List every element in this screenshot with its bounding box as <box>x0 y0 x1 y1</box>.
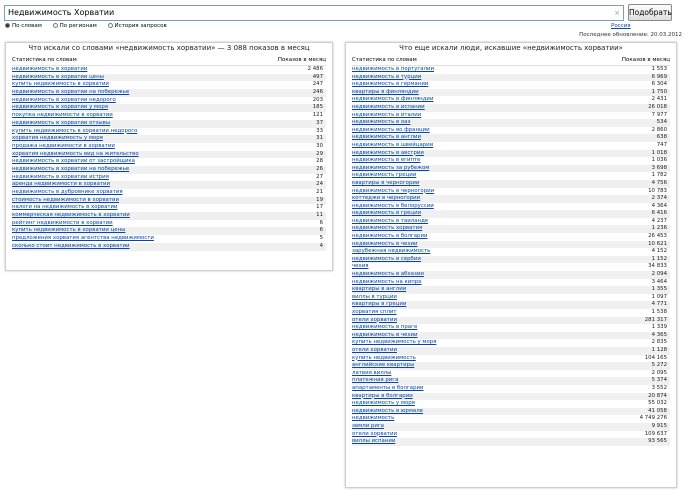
query-link[interactable]: квартиры в болгарии <box>352 392 413 399</box>
shows-count: 34 833 <box>648 263 667 270</box>
radio-selected-icon <box>5 23 10 28</box>
table-row <box>352 301 670 309</box>
query-link[interactable]: недвижимость в финляндии <box>352 96 434 103</box>
radio-by-regions[interactable]: По регионам <box>53 23 97 29</box>
query-link[interactable]: недвижимость в австрии <box>352 149 424 156</box>
query-link[interactable]: квартиры в черногории <box>352 179 420 186</box>
column-header-words: Статистика по словам <box>12 57 77 63</box>
query-link[interactable]: аренда недвижимости в хорватии <box>12 181 111 188</box>
query-link[interactable]: недвижимость в португалии <box>352 66 435 72</box>
shows-count: 2 835 <box>651 339 667 346</box>
query-link[interactable]: апартаменты в болгарии <box>352 384 424 391</box>
table-row <box>12 174 326 182</box>
query-link[interactable]: квартиры в финляндии <box>352 88 419 95</box>
query-link[interactable]: виллы в турции <box>352 293 397 300</box>
table-row <box>352 210 670 218</box>
table-row <box>352 400 670 408</box>
table-row <box>352 225 670 233</box>
table-row <box>352 119 670 127</box>
shows-count: 30 <box>316 142 323 149</box>
query-link[interactable]: продажа недвижимости в хорватии <box>12 142 115 149</box>
query-link[interactable]: недвижимость в черногории <box>352 187 435 194</box>
query-link[interactable]: недвижимость в абхазии <box>352 271 424 278</box>
table-row <box>352 423 670 431</box>
table-row <box>352 347 670 355</box>
query-link[interactable]: недвижимость в праге <box>352 324 418 331</box>
query-link[interactable]: стоимость недвижимости в хорватии <box>12 196 119 203</box>
query-link[interactable]: недвижимость в чехии <box>352 331 418 338</box>
query-link[interactable]: недвижимость в хорватии истрия <box>12 173 109 180</box>
search-input[interactable] <box>4 5 624 21</box>
search-mode-options <box>5 23 176 30</box>
shows-count: 4 <box>319 242 323 249</box>
table-row <box>12 143 326 151</box>
query-link[interactable]: отели хорватии <box>352 430 397 437</box>
shows-count: 21 <box>316 189 323 195</box>
shows-count: 5 <box>319 235 323 242</box>
table-row <box>352 142 670 150</box>
table-row <box>352 165 670 173</box>
query-link[interactable]: недвижимость <box>352 415 395 422</box>
query-link[interactable]: недвижимость в хорватии цены <box>12 73 104 80</box>
shows-count: 19 <box>316 196 323 203</box>
query-link[interactable]: недвижимость в германии <box>352 81 429 88</box>
table-row <box>352 66 670 74</box>
shows-count: 497 <box>312 73 323 80</box>
shows-count: 121 <box>312 112 323 119</box>
column-header-shows: Показов в месяц <box>621 57 670 63</box>
query-link[interactable]: недвижимость хорватия <box>352 225 423 232</box>
table-row <box>352 172 670 180</box>
query-link[interactable]: налоги на недвижимость в хорватии <box>12 204 118 211</box>
table-row <box>12 243 326 251</box>
shows-count: 7 977 <box>651 111 667 118</box>
table-row <box>12 128 326 136</box>
table-row <box>352 339 670 347</box>
shows-count: 6 969 <box>651 73 667 80</box>
table-row <box>12 220 326 228</box>
query-link[interactable]: отели хорватии <box>352 316 397 323</box>
shows-count: 26 453 <box>648 233 667 240</box>
table-header <box>352 55 670 66</box>
radio-history[interactable]: История запросов <box>108 23 167 29</box>
table-row <box>352 408 670 416</box>
query-link[interactable]: недвижимость в таиланде <box>352 217 429 224</box>
query-link[interactable]: недвижимость в швейцарии <box>352 141 434 148</box>
query-link[interactable]: недвижимость в греции <box>352 210 422 217</box>
shows-count: 2 374 <box>651 195 667 202</box>
shows-count: 4 771 <box>651 301 667 308</box>
shows-count: 31 <box>316 135 323 142</box>
shows-count: 4 749 276 <box>639 415 667 422</box>
table-row <box>352 157 670 165</box>
table-row <box>352 180 670 188</box>
table-row <box>12 235 326 243</box>
table-row <box>352 104 670 112</box>
shows-count: 41 058 <box>648 407 667 414</box>
query-link[interactable]: недвижимость в англии <box>352 134 421 141</box>
table-row <box>352 324 670 332</box>
query-link[interactable]: недвижимость в хорватии <box>12 66 88 72</box>
shows-count: 5 374 <box>651 377 667 384</box>
table-row <box>352 241 670 249</box>
query-link[interactable]: недвижимость в италии <box>352 111 422 118</box>
table-row <box>352 294 670 302</box>
query-link[interactable]: недвижимость в сербии <box>352 255 421 262</box>
shows-count: 26 <box>316 165 323 172</box>
query-link[interactable]: недвижимость в юрмале <box>352 407 423 414</box>
query-link[interactable]: недвижимость в хорватии на побережье <box>12 89 130 96</box>
shows-count: 55 032 <box>648 400 667 407</box>
query-link[interactable]: недвижимость в хорватии от застройщика <box>12 158 135 165</box>
table-row <box>352 112 670 120</box>
query-link[interactable]: коттеджи в черногории <box>352 195 421 202</box>
query-link[interactable]: недвижимость на кипре <box>352 278 422 285</box>
shows-count: 6 <box>319 227 323 234</box>
query-link[interactable]: чехия <box>352 263 369 270</box>
last-updated: Последнее обновление: 20.03.2012 <box>579 32 682 38</box>
shows-count: 9 915 <box>651 422 667 429</box>
shows-count: 1 236 <box>651 225 667 232</box>
table-row <box>352 89 670 97</box>
shows-count: 24 <box>316 181 323 188</box>
table-row <box>12 135 326 143</box>
shows-count: 1 152 <box>651 255 667 262</box>
shows-count: 203 <box>312 96 323 103</box>
shows-count: 1 036 <box>651 157 667 164</box>
query-link[interactable]: недвижимость в египте <box>352 157 421 164</box>
query-link[interactable]: недвижимость в оаэ <box>352 119 411 126</box>
table-row <box>12 181 326 189</box>
table-row <box>12 120 326 128</box>
query-link[interactable]: недвижимость в хорватии отзывы <box>12 119 111 126</box>
query-link[interactable]: сколько стоит недвижимость в хорватии <box>12 242 130 249</box>
shows-count: 1 097 <box>651 293 667 300</box>
shows-count: 6 <box>319 219 323 226</box>
table-row <box>352 81 670 89</box>
query-link[interactable]: купить недвижимость в хорватии цены <box>12 227 126 234</box>
table-row <box>12 189 326 197</box>
query-link[interactable]: виллы испании <box>352 438 396 445</box>
query-link[interactable]: недвижимость в дубровнике хорватия <box>12 189 123 195</box>
table-row <box>352 415 670 423</box>
table-row <box>352 233 670 241</box>
shows-count: 4 756 <box>651 179 667 186</box>
shows-count: 29 <box>316 150 323 157</box>
table-row <box>12 66 326 74</box>
clear-icon[interactable]: × <box>614 9 620 17</box>
shows-count: 1 128 <box>651 346 667 353</box>
query-link[interactable]: квартиры в англии <box>352 286 407 293</box>
shows-count: 638 <box>656 134 667 141</box>
query-link[interactable]: платежная рига <box>352 377 399 384</box>
table-row <box>352 195 670 203</box>
shows-count: 4 364 <box>651 202 667 209</box>
find-button[interactable]: Подобрать <box>628 4 672 21</box>
shows-count: 1 782 <box>651 172 667 179</box>
shows-count: 2 486 <box>307 66 323 72</box>
table-row <box>352 362 670 370</box>
shows-count: 3 698 <box>651 164 667 171</box>
query-link[interactable]: латвия виллы <box>352 369 392 376</box>
table-row <box>352 393 670 401</box>
shows-count: 26 018 <box>648 103 667 110</box>
table-row <box>352 286 670 294</box>
shows-count: 1 018 <box>651 149 667 156</box>
table-row <box>12 158 326 166</box>
table-row <box>12 112 326 120</box>
table-row <box>12 89 326 97</box>
query-link[interactable]: предложения хорватия агентства недвижимости <box>12 235 154 242</box>
table-row <box>352 385 670 393</box>
table-row <box>12 104 326 112</box>
shows-count: 534 <box>656 119 667 126</box>
shows-count: 1 750 <box>651 88 667 95</box>
query-link[interactable]: недвижимость в хорватии недорого <box>12 96 116 103</box>
panel-title: Что искали со словами «недвижимость хорватии» — 3 088 показов в месяц <box>28 44 310 52</box>
query-link[interactable]: земли рига <box>352 422 384 429</box>
query-link[interactable]: английские квартиры <box>352 362 415 369</box>
shows-count: 1 355 <box>651 286 667 293</box>
table-header <box>12 55 326 66</box>
radio-icon <box>108 23 113 28</box>
shows-count: 281 317 <box>644 316 667 323</box>
table-row <box>352 332 670 340</box>
table-row <box>352 248 670 256</box>
query-link[interactable]: купить недвижимость у моря <box>352 339 437 346</box>
query-link[interactable]: покупка недвижимости в хорватии <box>12 112 113 119</box>
query-link[interactable]: квартиры в греции <box>352 301 407 308</box>
query-link[interactable]: недвижимость за рубежом <box>352 164 430 171</box>
query-link[interactable]: хорватия недвижимость у моря <box>12 135 103 142</box>
query-link[interactable]: недвижимость в белоруссии <box>352 202 434 209</box>
column-header-words: Статистика по словам <box>352 57 417 63</box>
shows-count: 33 <box>316 127 323 134</box>
table-row <box>12 97 326 105</box>
shows-count: 3 464 <box>651 278 667 285</box>
query-link[interactable]: недвижимость в испании <box>352 103 425 110</box>
query-link[interactable]: хорватия недвижимость вид на жительство <box>12 150 139 157</box>
query-link[interactable]: купить недвижимость <box>352 354 416 361</box>
shows-count: 10 783 <box>648 187 667 194</box>
shows-count: 1 553 <box>651 66 667 72</box>
region-link[interactable]: Россия <box>611 23 631 29</box>
search-query: Недвижимость Хорватии <box>8 8 115 17</box>
radio-icon <box>53 23 58 28</box>
shows-count: 1 538 <box>651 309 667 315</box>
panel-title: Что еще искали люди, искавшие «недвижимость хорватии» <box>399 44 623 52</box>
table-row <box>12 197 326 205</box>
query-link[interactable]: недвижимость греции <box>352 172 417 179</box>
shows-count: 6 304 <box>651 81 667 88</box>
shows-count: 27 <box>316 173 323 180</box>
table-row <box>12 227 326 235</box>
query-link[interactable]: недвижимость во франции <box>352 126 430 133</box>
query-link[interactable]: недвижимость в хорватии у моря <box>12 104 109 111</box>
table-row <box>352 271 670 279</box>
column-header-shows: Показов в месяц <box>277 57 326 63</box>
table-row <box>352 203 670 211</box>
table-row <box>352 74 670 82</box>
table-row <box>12 81 326 89</box>
table-row <box>352 370 670 378</box>
shows-count: 246 <box>312 89 323 96</box>
shows-count: 2 094 <box>651 271 667 278</box>
table-row <box>352 134 670 142</box>
shows-count: 20 874 <box>648 392 667 399</box>
query-link[interactable]: рейтинг недвижимости в хорватии <box>12 219 113 226</box>
shows-count: 11 <box>316 212 323 219</box>
shows-count: 93 565 <box>648 438 667 445</box>
shows-count: 4 152 <box>651 248 667 255</box>
table-row <box>12 204 326 212</box>
query-link[interactable]: недвижимость в хорватии на побережье <box>12 165 130 172</box>
shows-count: 17 <box>316 204 323 211</box>
query-link[interactable]: купить недвижимость в хорватии <box>12 81 109 88</box>
table-row <box>352 150 670 158</box>
shows-count: 28 <box>316 158 323 165</box>
shows-count: 1 339 <box>651 324 667 331</box>
table-row <box>352 438 670 446</box>
table-row <box>352 127 670 135</box>
query-link[interactable]: купить недвижимость в хорватии недорого <box>12 127 138 134</box>
panel-related-stats <box>345 42 677 488</box>
query-link[interactable]: зарубежная недвижимость <box>352 248 431 255</box>
query-link[interactable]: хорватия сплит <box>352 309 397 315</box>
table-row <box>352 431 670 439</box>
table-row <box>352 218 670 226</box>
table-row <box>12 212 326 220</box>
panel-words-stats <box>5 42 333 271</box>
table-row <box>352 317 670 325</box>
words-table <box>12 66 326 251</box>
query-link[interactable]: недвижимость в турции <box>352 73 422 80</box>
query-link[interactable]: отели хорватии <box>352 346 397 353</box>
shows-count: 37 <box>316 119 323 126</box>
shows-count: 104 165 <box>644 354 667 361</box>
table-row <box>352 309 670 317</box>
table-row <box>12 166 326 174</box>
table-row <box>352 279 670 287</box>
related-table <box>352 66 670 446</box>
table-row <box>352 256 670 264</box>
shows-count: 2 095 <box>651 369 667 376</box>
shows-count: 2 860 <box>651 126 667 133</box>
shows-count: 5 272 <box>651 362 667 369</box>
shows-count: 4 365 <box>651 331 667 338</box>
radio-by-words[interactable]: По словам <box>5 23 42 29</box>
shows-count: 3 552 <box>651 384 667 391</box>
shows-count: 2 431 <box>651 96 667 103</box>
shows-count: 6 416 <box>651 210 667 217</box>
shows-count: 747 <box>656 141 667 148</box>
shows-count: 109 637 <box>644 430 667 437</box>
table-row <box>352 188 670 196</box>
table-row <box>12 74 326 82</box>
table-row <box>352 377 670 385</box>
shows-count: 4 237 <box>651 217 667 224</box>
table-row <box>352 263 670 271</box>
shows-count: 185 <box>312 104 323 111</box>
query-link[interactable]: недвижимость в чехии <box>352 240 418 247</box>
query-link[interactable]: коммерческая недвижимость в хорватии <box>12 212 130 219</box>
shows-count: 10 621 <box>648 240 667 247</box>
query-link[interactable]: недвижимость у моря <box>352 400 415 407</box>
shows-count: 247 <box>312 81 323 88</box>
query-link[interactable]: недвижимость в болгарии <box>352 233 428 240</box>
table-row <box>352 96 670 104</box>
